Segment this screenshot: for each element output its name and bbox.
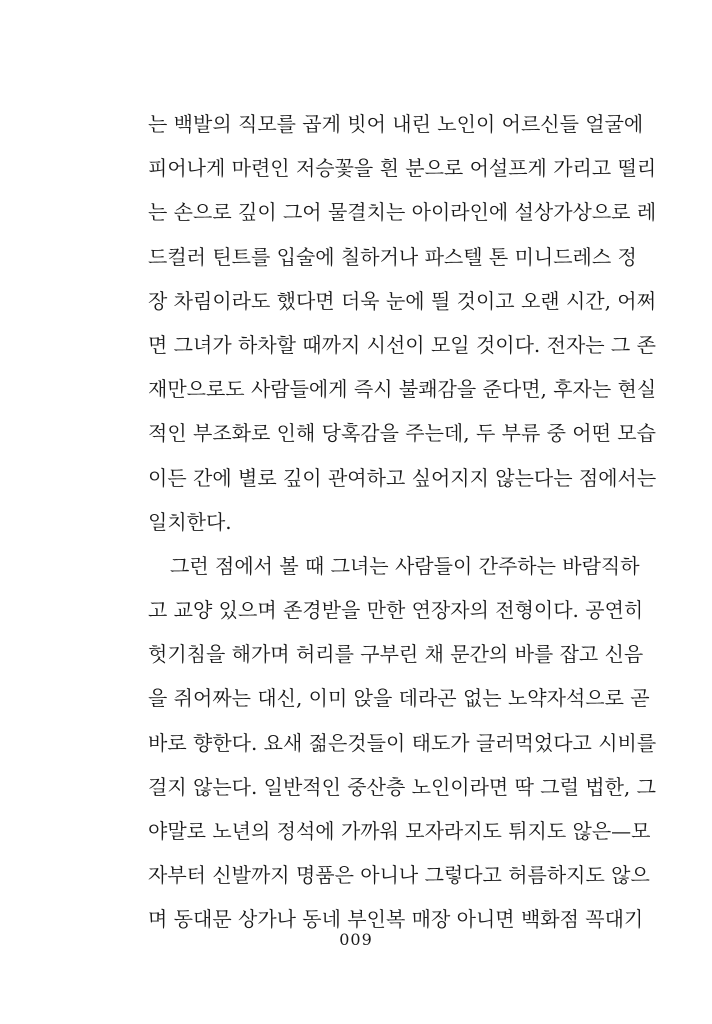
text-line: 재만으로도 사람들에게 즉시 불쾌감을 준다면, 후자는 현실 xyxy=(148,377,657,402)
page-number: 009 xyxy=(339,930,373,949)
text-line: 드컬러 틴트를 입술에 칠하거나 파스텔 톤 미니드레스 정 xyxy=(148,244,637,269)
text-line: 자부터 신발까지 명품은 아니나 그렇다고 허름하지도 않으 xyxy=(148,863,650,888)
text-line: 면 그녀가 하차할 때까지 시선이 모일 것이다. 전자는 그 존 xyxy=(148,332,656,357)
text-line: 바로 향한다. 요새 젊은것들이 태도가 글러먹었다고 시비를 xyxy=(148,730,657,755)
text-line: 는 백발의 직모를 곱게 빗어 내린 노인이 어르신들 얼굴에 xyxy=(148,112,644,136)
text-line: 걸지 않는다. 일반적인 중산층 노인이라면 딱 그럴 법한, 그 xyxy=(148,774,656,799)
text-line: 피어나게 마련인 저승꽃을 흰 분으로 어설프게 가리고 떨리 xyxy=(148,156,657,181)
text-line: 고 교양 있으며 존경받을 만한 연장자의 전형이다. 공연히 xyxy=(148,598,644,623)
text-line: 야말로 노년의 정석에 가까워 모자라지도 튀지도 않은—모 xyxy=(148,819,651,843)
text-line: 적인 부조화로 인해 당혹감을 주는데, 두 부류 중 어떤 모습 xyxy=(148,421,656,446)
paragraph-first-line: 그런 점에서 볼 때 그녀는 사람들이 간주하는 바람직하 xyxy=(170,553,640,578)
text-line: 장 차림이라도 했다면 더욱 눈에 띌 것이고 오랜 시간, 어쩌 xyxy=(148,288,656,313)
text-line: 는 손으로 깊이 그어 물결치는 아이라인에 설상가상으로 레 xyxy=(148,200,657,225)
body-text xyxy=(148,102,657,942)
text-line: 며 동대문 상가나 동네 부인복 매장 아니면 백화점 꼭대기 xyxy=(148,907,644,932)
text-line: 헛기침을 해가며 허리를 구부린 채 문간의 바를 잡고 신음 xyxy=(148,642,644,667)
text-line: 일치한다. xyxy=(148,509,232,534)
text-line: 이든 간에 별로 깊이 관여하고 싶어지지 않는다는 점에서는 xyxy=(148,465,657,490)
text-line: 을 쥐어짜는 대신, 이미 앉을 데라곤 없는 노약자석으로 곧 xyxy=(148,686,650,711)
